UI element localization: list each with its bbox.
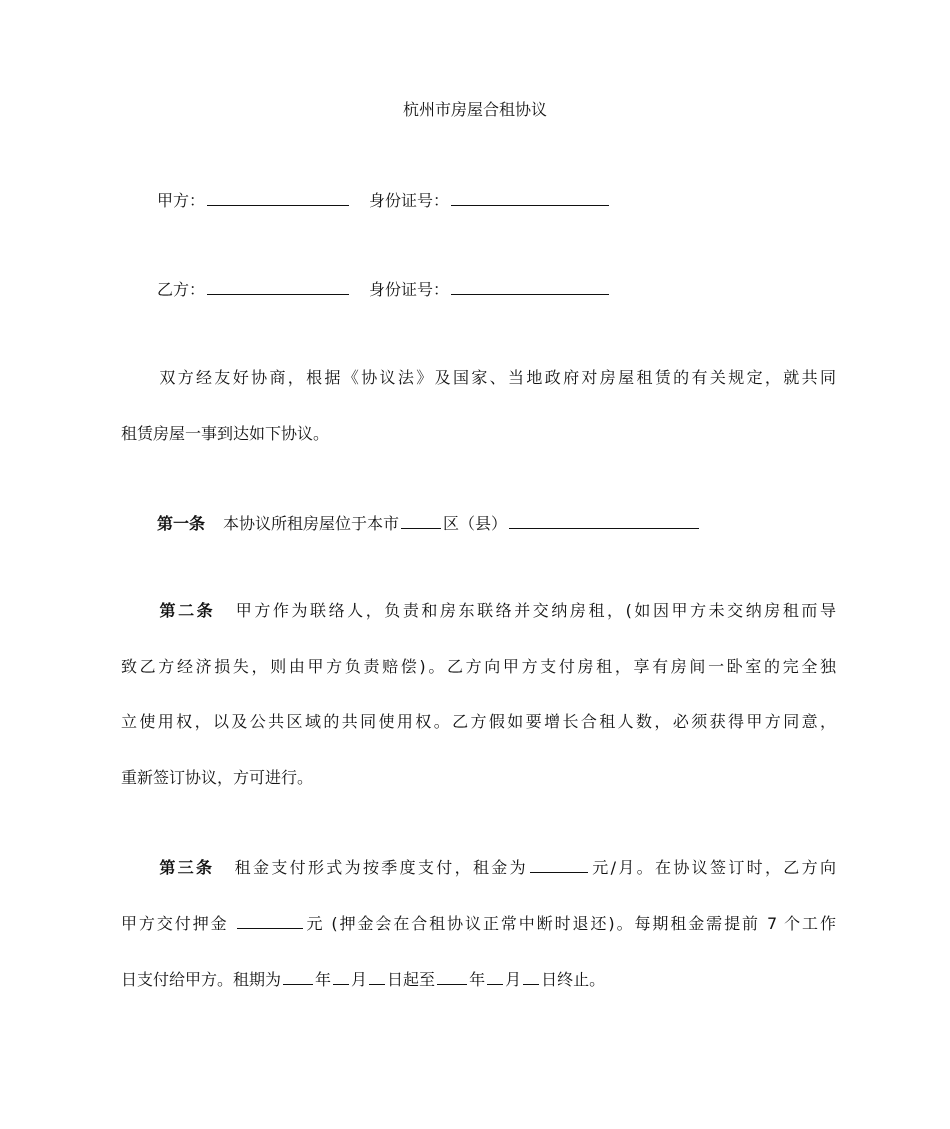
article-2-line-3: 立使用权，以及公共区域的共同使用权。乙方假如要增长合租人数，必须获得甲方同意， [121,712,836,731]
party-b-row [121,276,836,302]
start-day-blank[interactable] [369,966,385,985]
party-a-name-blank[interactable] [207,187,349,206]
end-month-blank[interactable] [487,966,503,985]
start-year-blank[interactable] [283,966,313,985]
rent-amount-blank[interactable] [530,854,588,873]
party-b-id-blank[interactable] [451,276,609,295]
article-1 [121,510,836,536]
address-blank[interactable] [509,510,699,529]
party-b-label: 乙方： [157,280,206,299]
district-blank[interactable] [401,510,441,529]
article-3-line-2: 甲方交付押金 元 (押金会在合租协议正常中断时退还)。每期租金需提前 7 个工作 [121,910,836,936]
article-1-text-b: 区（县） [443,514,508,533]
end-year-blank[interactable] [437,966,467,985]
party-a-row [121,187,836,213]
article-1-heading: 第一条 [157,514,206,533]
start-month-blank[interactable] [333,966,349,985]
article-3-heading: 第三条 [157,858,215,877]
party-a-id-label: 身份证号： [369,191,450,210]
party-b-id-label: 身份证号： [369,280,450,299]
party-a-id-blank[interactable] [451,187,609,206]
document-title: 杭州市房屋合租协议 [402,100,547,119]
article-2-line-2: 致乙方经济损失，则由甲方负责赔偿)。乙方向甲方支付房租，享有房间一卧室的完全独 [121,657,836,676]
end-day-blank[interactable] [523,966,539,985]
article-3-line-1: 第三条 租金支付形式为按季度支付，租金为 元/月。在协议签订时，乙方向 [121,854,836,880]
article-2-line-1: 第二条 甲方作为联络人，负责和房东联络并交纳房租，(如因甲方未交纳房租而导 [157,601,836,620]
article-3-line-3: 日支付给甲方。租期为 年 月 日起至 年 月 日终止。 [121,966,836,992]
article-1-text-a: 本协议所租房屋位于本市 [223,514,400,533]
article-2-line-4: 重新签订协议，方可进行。 [121,768,314,787]
party-b-name-blank[interactable] [207,276,349,295]
intro-line-1: 双方经友好协商，根据《协议法》及国家、当地政府对房屋租赁的有关规定，就共同 [157,368,836,387]
party-a-label: 甲方： [157,191,206,210]
article-2-heading: 第二条 [157,601,216,620]
intro-line-2: 租赁房屋一事到达如下协议。 [121,424,330,443]
deposit-blank[interactable] [237,910,303,929]
